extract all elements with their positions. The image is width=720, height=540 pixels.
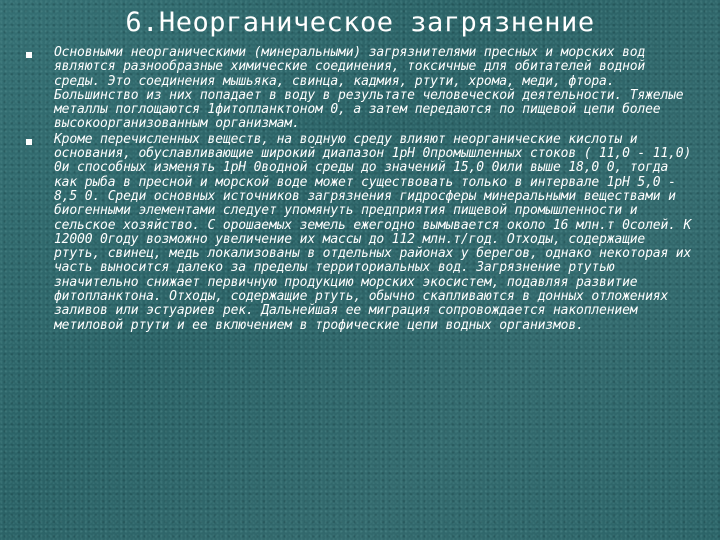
square-bullet-icon [26,139,32,145]
bullet-item-2 [24,133,696,333]
slide-title: 6.Неорганическое загрязнение [125,7,595,38]
bullet-text: Кроме перечисленных веществ, на водную среду влияют неорганические кислоты и основания, обуславливающие широкий диапазон 1рН 0промышленных стоков ( 11,0 - 11,0) 0и способных изменять 1рН 0водной среды до значений 15,0 0или выше 18,0 0, тогда как рыба в пресной и морской воде может существовать только в интервале 1рН 5,0 - 8,5 0. Среди основных источников загрязнения гидросферы минеральными веществами и биогенными элементами следует упомянуть предприятия пищевой промышленности и сельское хозяйство. С орошаемых земель ежегодно вымывается около 16 млн.т 0солей. К 12000 0году возможно увеличение их массы до 112 млн.т/год. Отходы, содержащие ртуть, свинец, медь локализованы в отдельных районах у берегов, однако некоторая их часть выносится далеко за пределы территориальных вод. Загрязнение ртутью значительно снижает первичную продукцию морских экосистем, подавляя развитие фитопланктона. Отходы, содержащие ртуть, обычно скапливаются в донных отложениях заливов или эстуариев рек. Дальнейшая ее миграция сопровождается накоплением метиловой ртути и ее включением в трофические цепи водных организмов. [54,131,692,333]
bullet-list [24,46,696,334]
bullet-item-1 [24,46,696,132]
square-bullet-icon [26,52,32,58]
bullet-text: Основными неорганическими (минеральными) загрязнителями пресных и морских вод являются разнообразные химические соединения, токсичные для обитателей водной среды. Это соединения мышьяка, свинца, кадмия, ртути, хрома, меди, фтора. Большинство из них попадает в воду в результате человеческой деятельности. Тяжелые металлы поглощаются 1фитопланктоном 0, а затем передаются по пищевой цепи более высокоорганизованным организмам. [54,45,684,132]
